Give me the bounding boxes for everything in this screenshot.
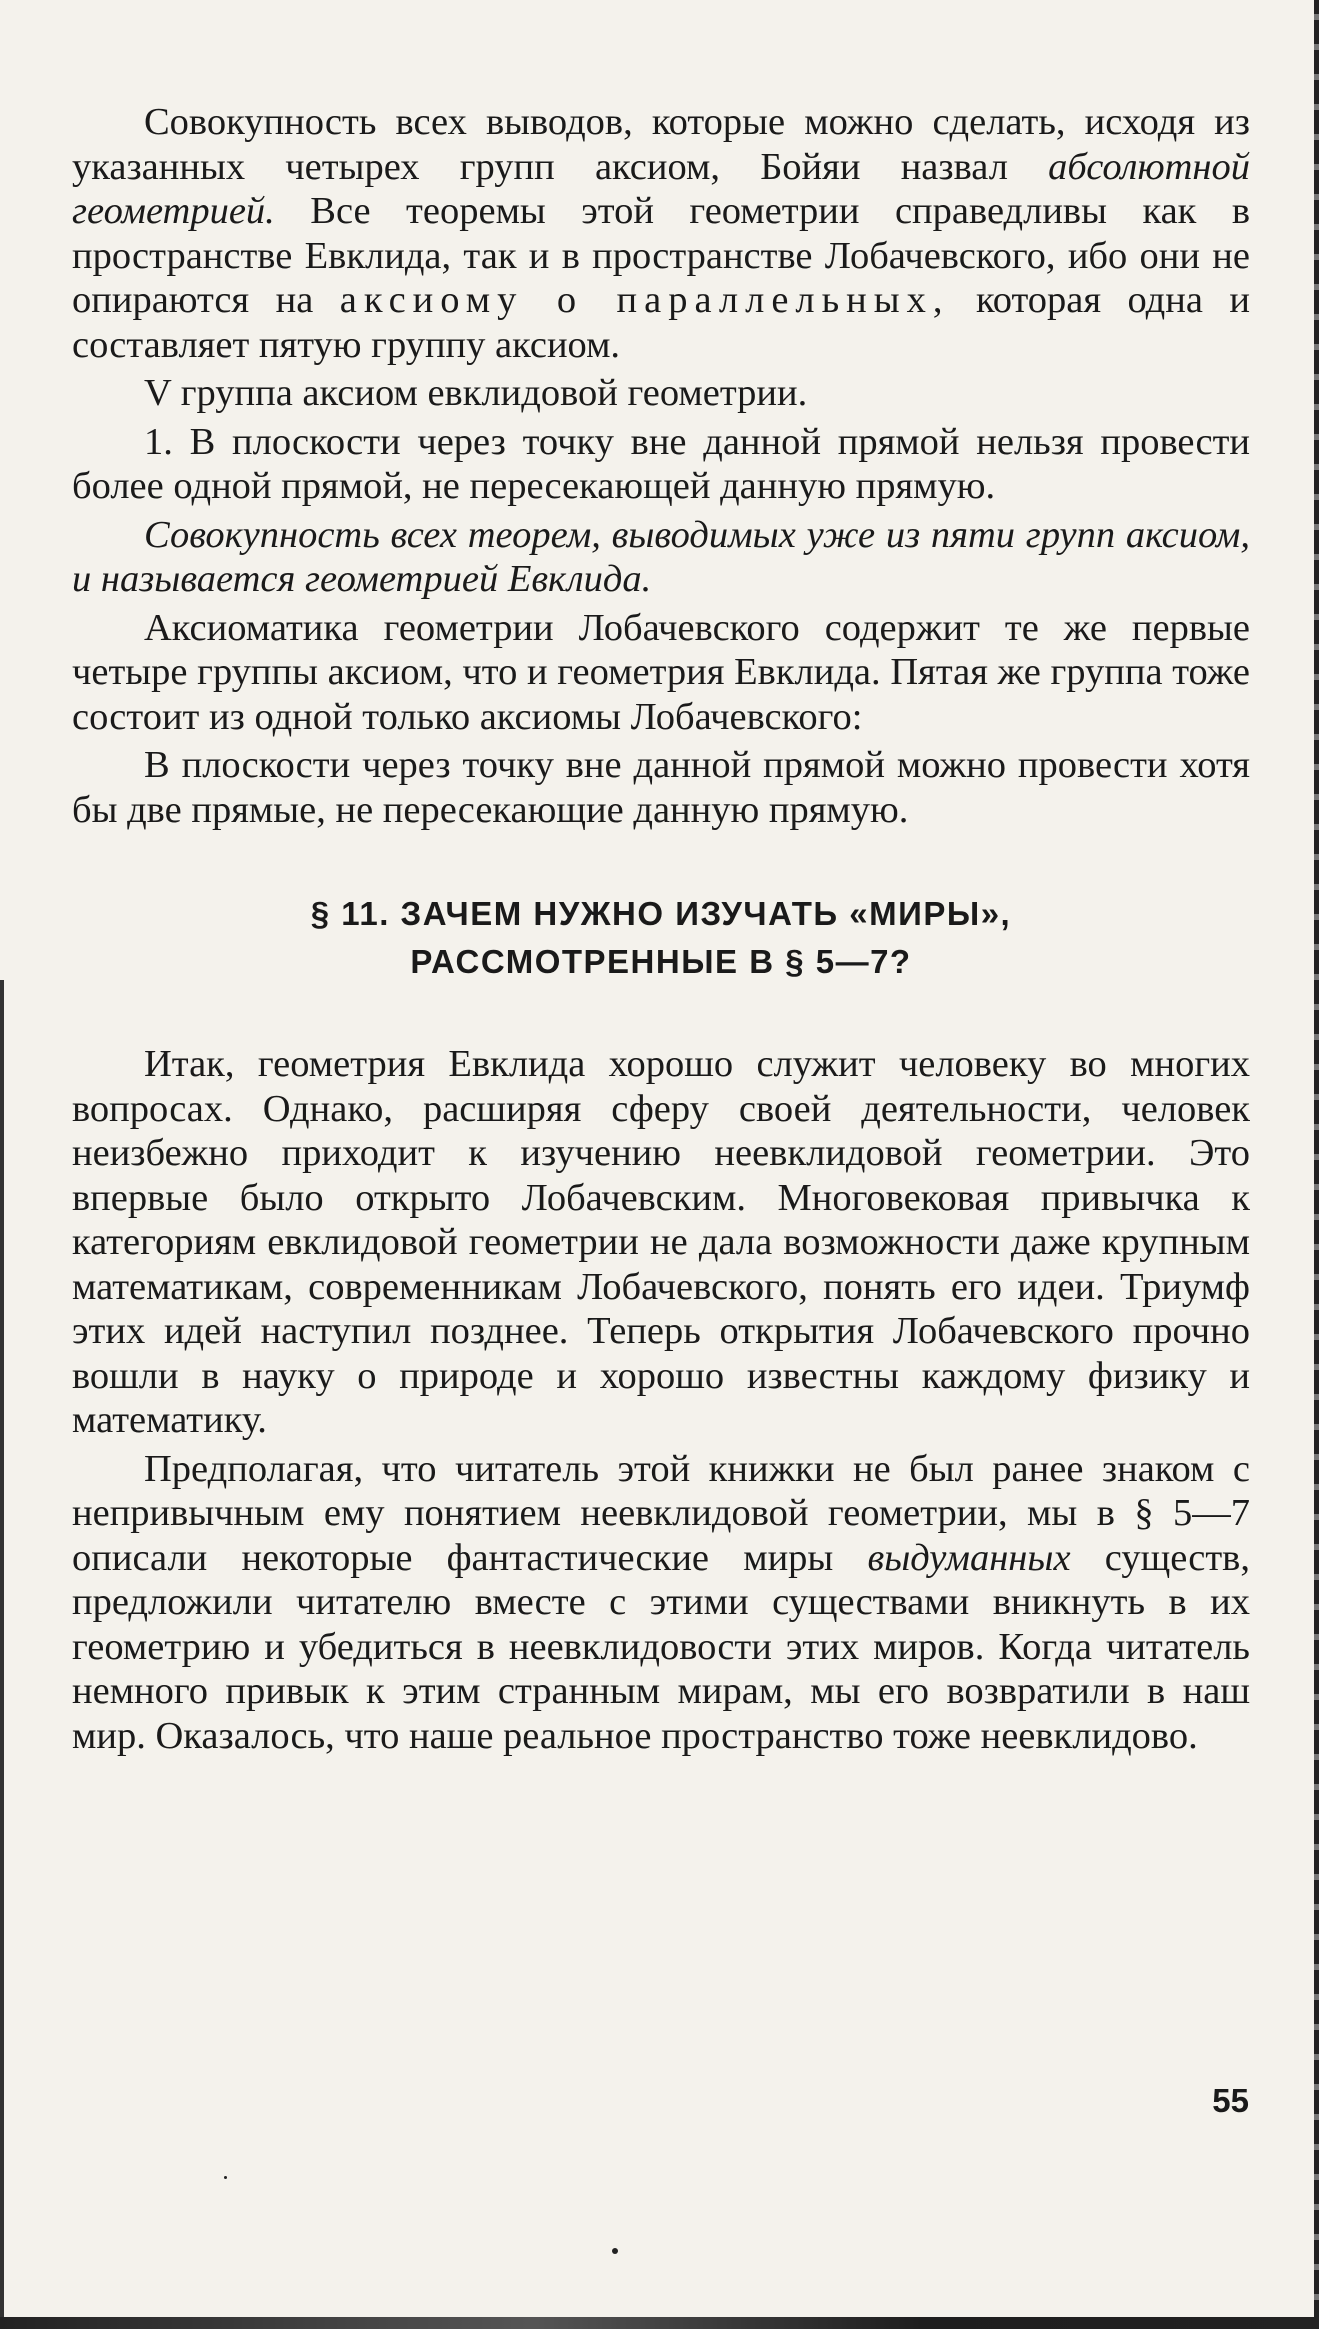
page-number: 55 <box>1212 2082 1249 2119</box>
paragraph-text: Совокупность всех выводов, которые можно сделать, исходя из указанных четырех групп аксиом, Бойяи назвал <box>72 101 1250 188</box>
scan-edge-right <box>1314 0 1319 2329</box>
section-heading-line: РАССМОТРЕННЫЕ В § 5—7? <box>410 943 912 980</box>
paragraph-axiom-group-heading: V группа аксиом евклидовой геометрии. <box>144 372 808 414</box>
paragraph-euclid-axiom: 1. В плоскости через точку вне данной прямой нельзя провести более одной прямой, не пересекающей данную прямую. <box>72 420 1250 507</box>
scan-edge-left <box>0 980 4 2329</box>
section-heading <box>72 890 1250 986</box>
scan-speck <box>224 2176 227 2179</box>
paragraph-lobachevsky-axiomatics: Аксиоматика геометрии Лобачевского содержит те же первые четыре группы аксиом, что и геометрия Евклида. Пятая же группа тоже состоит из одной только аксиомы Лобачевского: <box>72 606 1250 738</box>
paragraph-text: Предполагая, что читатель этой книжки не был ранее знаком с непривычным ему понятием неевклидовой геометрии, мы в § 5—7 описали некоторые фантастические миры <box>72 1447 1250 1579</box>
section-heading-line: § 11. ЗАЧЕМ НУЖНО ИЗУЧАТЬ «МИРЫ», <box>310 895 1012 932</box>
paragraph-absolute-geometry <box>72 100 1250 367</box>
book-page <box>72 100 1250 1758</box>
spaced-term: аксиому о параллельных, <box>339 279 950 321</box>
paragraph-text: Все теоремы этой геометрии справедливы как в пространстве Евклида, так и в пространстве Лобачевского, ибо они не опираются на <box>72 190 1250 321</box>
scan-speck <box>612 2248 618 2254</box>
paragraph-euclid-geometry-definition: Совокупность всех теорем, выводимых уже из пяти групп аксиом, и называется геометрией Евклида. <box>72 513 1250 600</box>
paragraph-text: которая одна и составляет пятую группу аксиом. <box>72 279 1250 366</box>
emphasis-term: выдуманных <box>867 1536 1071 1579</box>
emphasis-term: абсолютной геометрией. <box>72 145 1250 232</box>
paragraph-text: существ, предложили читателю вместе с этими существами вникнуть в их геометрию и убедиться в неевклидовости этих миров. Когда читатель немного привык к этим странным мирам, мы его возвратили в наш мир. Оказалось, что наше реальное пространство тоже неевклидово. <box>72 1536 1250 1757</box>
paragraph-fantastic-worlds <box>72 1447 1250 1759</box>
scan-edge-bottom <box>0 2317 1319 2329</box>
paragraph-lobachevsky-axiom: В плоскости через точку вне данной прямой можно провести хотя бы две прямые, не пересекающие данную прямую. <box>72 744 1250 831</box>
paragraph-why-study: Итак, геометрия Евклида хорошо служит человеку во многих вопросах. Однако, расширяя сферу своей деятельности, человек неизбежно приходит к изучению неевклидовой геометрии. Это впервые было открыто Лобачевским. Многовековая привычка к категориям евклидовой геометрии не дала возможности даже крупным математикам, современникам Лобачевского, понять его идеи. Триумф этих идей наступил позднее. Теперь открытия Лобачевского прочно вошли в науку о природе и хорошо известны каждому физику и математику. <box>72 1043 1250 1441</box>
